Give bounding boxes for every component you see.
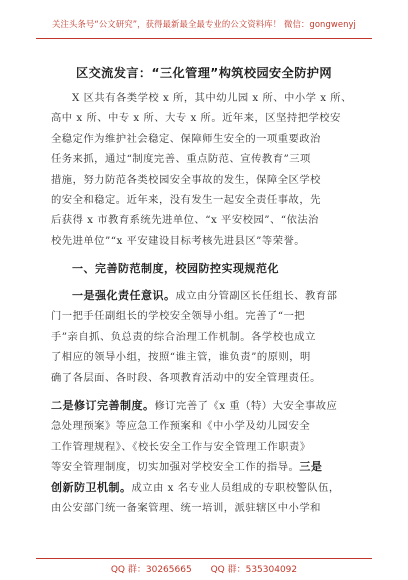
paragraph-text: 成立由分管副区长任组长、教育部: [175, 290, 338, 302]
intro-line: 后获得 x 市教育系统先进单位、“x 平安校园”、“依法治: [51, 214, 319, 227]
paragraph-line: 工作管理规程》、《校长安全工作与安全管理工作职责》: [51, 440, 311, 453]
paragraph-line: [51, 478, 375, 498]
paragraph-line: [51, 457, 375, 477]
paragraph-text: 等安全管理制度，切实加强对学校安全工作的指导。: [51, 461, 300, 474]
paragraph-line: 由公安部门统一备案管理、统一培训，派驻辖区中小学和: [51, 502, 321, 515]
paragraph-line: 了相应的领导小组，按照“谁主管，谁负责”的原则，明: [51, 351, 311, 364]
paragraph-line: [51, 286, 375, 306]
intro-line: 高中 x 所、中专 x 所、大专 x 所。近年来，区坚持把学校安: [51, 112, 341, 125]
footer: [36, 562, 372, 575]
paragraph-text: 修订完善了《x 重（特）大安全事故应: [154, 400, 338, 412]
bold-lead: 三是: [299, 460, 323, 474]
footer-divider: [36, 558, 372, 559]
footer-qq-group-2: QQ 群：535304092: [210, 565, 298, 575]
intro-paragraph: [51, 88, 375, 251]
paragraph-line: 确了各层面、各时段、各项教育活动中的安全管理责任。: [51, 371, 321, 384]
paragraph-line: 手”亲自抓、负总责的综合治理工作机制。各学校也成立: [51, 330, 316, 343]
paragraph-regulations: [51, 396, 375, 518]
intro-line: 措施，努力防范各类校园安全事故的发生，保障全区学校: [51, 173, 321, 186]
intro-line: 任务来抓，通过“制度完善、重点防范、宣传教育”三项: [51, 153, 311, 166]
paragraph-text: 成立由 x 名专业人员组成的专职校警队伍，: [131, 481, 340, 494]
header-divider: [36, 38, 372, 39]
intro-line: 全稳定作为维护社会稳定、保障师生安全的一项重要政治: [51, 132, 321, 145]
bold-lead: 创新防卫机制。: [51, 480, 132, 494]
header-banner: 关注头条号“公文研究”，获得最新最全最专业的公文资料库！ 微信：gongwenyj: [52, 19, 356, 29]
paragraph-line: 急处理预案》等应急工作预案和《中小学及幼儿园安全: [51, 420, 311, 433]
paragraph-responsibility: [51, 286, 375, 388]
intro-line: X 区共有各类学校 x 所，其中幼儿园 x 所、中小学 x 所、: [72, 92, 352, 104]
paragraph-line: 门一把手任副组长的学校安全领导小组。完善了“一把: [51, 310, 306, 323]
intro-line: 校先进单位”“x 平安建设目标考核先进县区”等荣誉。: [51, 234, 306, 247]
bold-lead: 二是修订完善制度。: [51, 399, 155, 412]
intro-line: 的安全和稳定。近年来，没有发生一起安全责任事故，先: [51, 194, 321, 207]
section-heading: 一、完善防范制度，校园防控实现规范化: [72, 262, 279, 275]
paragraph-line: [51, 396, 375, 416]
document-title: 区交流发言：“三化管理”构筑校园安全防护网: [76, 66, 332, 80]
footer-qq-group-1: QQ 群：30265665: [110, 565, 192, 575]
bold-lead: 一是强化责任意识。: [72, 289, 176, 302]
